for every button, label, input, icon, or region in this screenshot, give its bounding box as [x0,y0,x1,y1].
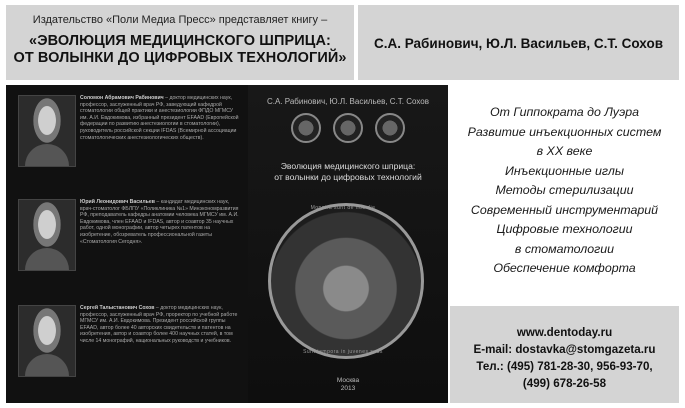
publisher-intro: Издательство «Поли Медиа Пресс» представляет книгу – [32,14,328,26]
phone-line-1: Тел.: (495) 781-28-30, 956-93-70, [476,360,653,373]
book-title-line1: «ЭВОЛЮЦИЯ МЕДИЦИНСКОГО ШПРИЦА: [29,33,331,49]
book-cover [248,85,448,403]
cover-title [248,161,448,183]
book-title-line2: ОТ ВОЛЫНКИ ДО ЦИФРОВЫХ ТЕХНОЛОГИЙ» [13,50,347,66]
university-emblem-icon [291,113,321,143]
contacts-block [450,306,679,403]
topic-item: Инъекционные иглы [504,163,625,178]
book-authors: С.А. Рабинович, Ю.Л. Васильев, С.Т. Сохов [373,36,664,51]
topic-item: Методы стерилизации [495,183,634,197]
book-spread-image [6,85,448,403]
email-link[interactable]: E-mail: dostavka@stomgazeta.ru [473,343,656,356]
author-bio: Соломон Абрамович Рабинович – доктор медицинских наук, профессор, заслуженный врач РФ, заведующий кафедрой стоматологии общей практики и анестезиологии ФПДО МГМСУ им. А.И. Евдокимова, избранный президент EFAAD (Европейской федерации по развитию анестезиологии в стоматологии), руководитель российской секции IFDAS (Всемирной ассоциации стоматологических анестезиологических обществ). [80,95,239,141]
cover-medallion-illustration [268,203,424,359]
topic-item: Современный инструментарий [470,202,659,217]
topic-item: Обеспечение комфорта [493,261,636,275]
cover-year: 2013 [340,385,356,392]
cover-city: Москва [336,377,360,384]
cover-imprint [248,377,448,393]
author-bio: Юрий Леонидович Васильев – кандидат медицинских наук, врач-стоматолог ФБЛПУ «Поликлиника №1» Минэкономразвития РФ, преподаватель кафедры анатомии человека МГМСУ им. А.И. Евдокимова, член EFAAD и IFDAS, автор и соавтор 35 научных работ, одной монографии, автор четырех патентов на изобретение, обозреватель профессиональной газеты «Стоматология Сегодня». [80,199,239,245]
topic-item: От Гиппократа до Луэра [489,105,640,119]
medallion-top-inscription: Monstra sunt de hoc die [310,205,376,211]
globe-emblem-icon [375,113,405,143]
author-card [10,301,238,401]
cover-title-line2: от волынки до цифровых технологий [274,172,422,182]
phone-line-2: (499) 678-26-58 [522,377,607,390]
society-emblem-icon [333,113,363,143]
author-card [10,195,239,295]
header-title-block [6,5,354,80]
author-photo [18,95,76,167]
website-link[interactable]: www.dentoday.ru [516,326,613,339]
topic-item: Цифровые технологии [496,222,633,236]
author-photo [18,199,76,271]
advert-frame [4,3,681,405]
author-bio: Сергей Талыстанович Сохов – доктор медицинских наук, профессор, заслуженный врач РФ, проректор по учебной работе МГМСУ им. А.И. Евдокимова. Президент российской группы EFAAD, автор более 40 авторских свидетельств и патентов на изобретения, автор и соавтор более 400 научных статей, в том числе 14 монографий, национальных руководств и учебников. [80,305,238,344]
topics-list [450,85,679,313]
author-card [10,91,239,191]
medallion-bottom-inscription: Sunt tempora in juvenes suas [303,349,383,355]
topic-item: в ХХ веке [536,144,593,158]
header-authors-block [358,5,679,80]
author-photo [18,305,76,377]
cover-title-line1: Эволюция медицинского шприца: [280,161,416,171]
book-title [6,33,354,67]
cover-authors: С.А. Рабинович, Ю.Л. Васильев, С.Т. Сохов [267,97,429,106]
topic-item: в стоматологии [514,241,615,256]
cover-emblems [248,113,448,143]
topic-item: Развитие инъекционных систем [467,124,662,139]
